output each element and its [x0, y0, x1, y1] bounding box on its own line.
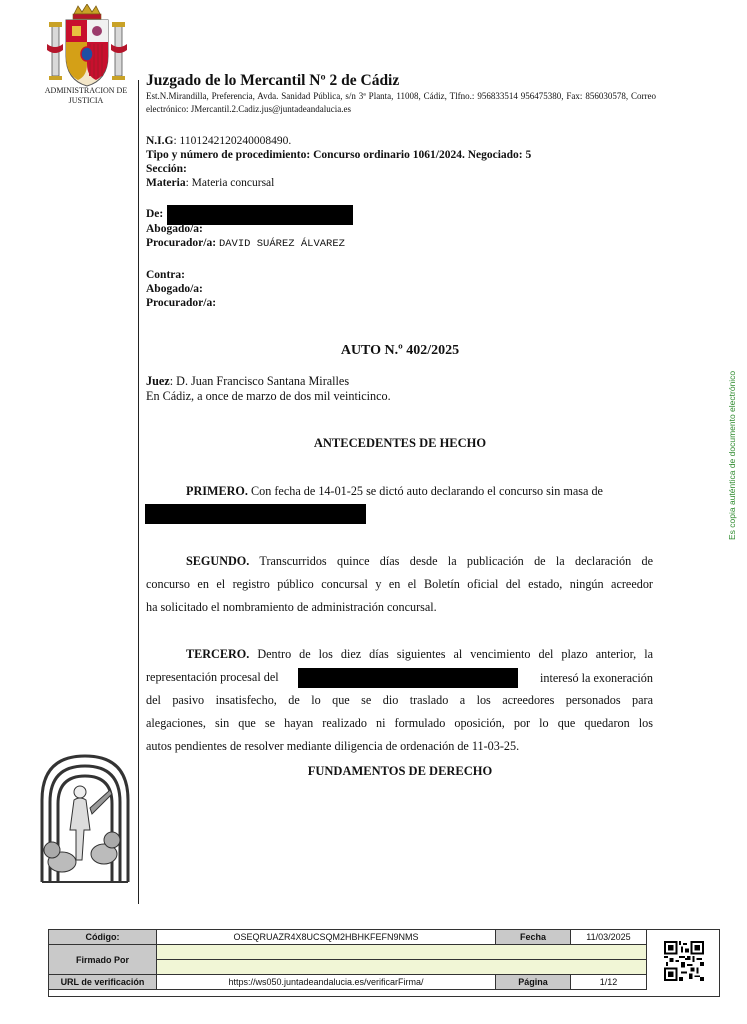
- tercero-line-4: alegaciones, sin que se hayan realizado ni formulado oposición, por lo que quedaron los: [146, 716, 653, 730]
- signature-field: [157, 945, 647, 960]
- administracion-de-justicia-label: ADMINISTRACION DE JUSTICIA: [44, 86, 128, 105]
- left-margin-rule: [138, 80, 139, 904]
- materia-label: Materia: [146, 177, 186, 189]
- materia-line: [146, 176, 274, 190]
- materia-value: : Materia concursal: [185, 177, 275, 189]
- firmado-label: Firmado Por: [49, 945, 157, 975]
- de-label: De:: [146, 208, 164, 220]
- tercero-line-1: [146, 643, 653, 666]
- verification-url[interactable]: https://ws050.juntadeandalucia.es/verificarFirma/: [157, 975, 496, 990]
- redaction-bar: [145, 504, 366, 524]
- seccion-label: Sección:: [146, 163, 187, 175]
- url-label: URL de verificación: [49, 975, 157, 990]
- procurador-contra-label: Procurador/a:: [146, 297, 217, 309]
- segundo-line-1: [146, 550, 653, 573]
- paragraph-segundo: [146, 550, 653, 619]
- pagina-label: Página: [496, 975, 571, 990]
- verification-table: [48, 929, 647, 990]
- codigo-value: OSEQRUAZR4X8UCSQM2HBHKFEFN9NMS: [157, 930, 496, 945]
- authentic-copy-note: Es copia auténtica de documento electrónico: [727, 370, 737, 540]
- signature-field: [157, 960, 647, 975]
- tercero-text-2b: interesó la exoneración: [539, 671, 653, 685]
- segundo-line-3: ha solicitado el nombramiento de administración concursal.: [146, 600, 437, 614]
- fecha-value: 11/03/2025: [571, 930, 647, 945]
- tercero-line-5: autos pendientes de resolver mediante diligencia de ordenación de 11-03-25.: [146, 739, 520, 753]
- segundo-text-1: Transcurridos quince días desde la publicación de la declaración de: [249, 554, 653, 568]
- tercero-label: TERCERO.: [186, 647, 250, 661]
- juez-name: : D. Juan Francisco Santana Miralles: [169, 374, 350, 388]
- fecha-label: Fecha: [496, 930, 571, 945]
- procurador-line: [146, 236, 345, 251]
- paragraph-tercero: [146, 643, 653, 758]
- segundo-label: SEGUNDO.: [186, 554, 250, 568]
- nig-line: [146, 134, 291, 148]
- primero-line: [146, 480, 653, 503]
- segundo-line-2: concurso en el registro público concursal y en el Boletín oficial del estado, ningún acreedor: [146, 577, 653, 591]
- coat-of-arms-icon: [44, 4, 130, 90]
- pagina-value: 1/12: [571, 975, 647, 990]
- procedure-type: Tipo y número de procedimiento: Concurso ordinario 1061/2024. Negociado: 5: [146, 149, 532, 161]
- tercero-text-2a: representación procesal del: [146, 670, 279, 684]
- fundamentos-title: FUNDAMENTOS DE DERECHO: [307, 764, 493, 778]
- abogado-contra-label: Abogado/a:: [146, 283, 203, 295]
- tercero-text-1: Dentro de los diez días siguientes al vencimiento del plazo anterior, la: [249, 647, 653, 661]
- court-address: Est.N.Mirandilla, Preferencia, Avda. Sanidad Pública, s/n 3ª Planta, 11008, Cádiz, Tlfno.: 956833514 956475380, Fax: 856030578, Correo electrónico: JMercantil.2.Cadiz.jus@juntadeandalucia.es: [146, 91, 656, 114]
- court-name: Juzgado de lo Mercantil Nº 2 de Cádiz: [146, 72, 400, 89]
- antecedentes-title: ANTECEDENTES DE HECHO: [313, 436, 487, 450]
- qr-code-icon[interactable]: [664, 941, 704, 981]
- juez-label: Juez: [146, 374, 170, 388]
- junta-andalucia-logo-icon: [36, 750, 134, 890]
- nig-value: : 1101242120240008490.: [173, 135, 292, 147]
- paragraph-primero: [146, 480, 653, 503]
- juez-line: [146, 374, 349, 389]
- codigo-label: Código:: [49, 930, 157, 945]
- procurador-name: DAVID SUÁREZ ÁLVAREZ: [218, 238, 345, 250]
- abogado-label: Abogado/a:: [146, 223, 203, 235]
- procurador-label: Procurador/a:: [146, 237, 217, 249]
- nig-label: N.I.G: [146, 135, 174, 147]
- contra-label: Contra:: [146, 269, 185, 281]
- auto-title: AUTO N.º 402/2025: [340, 343, 460, 358]
- primero-text: Con fecha de 14-01-25 se dictó auto declarando el concurso sin masa de: [247, 484, 603, 498]
- tercero-line-3: del pasivo insatisfecho, de lo que se dio traslado a los acreedores personados para: [146, 693, 653, 707]
- redaction-bar: [298, 668, 518, 688]
- primero-label: PRIMERO.: [186, 484, 248, 498]
- place-date: En Cádiz, a once de marzo de dos mil veinticinco.: [146, 389, 391, 403]
